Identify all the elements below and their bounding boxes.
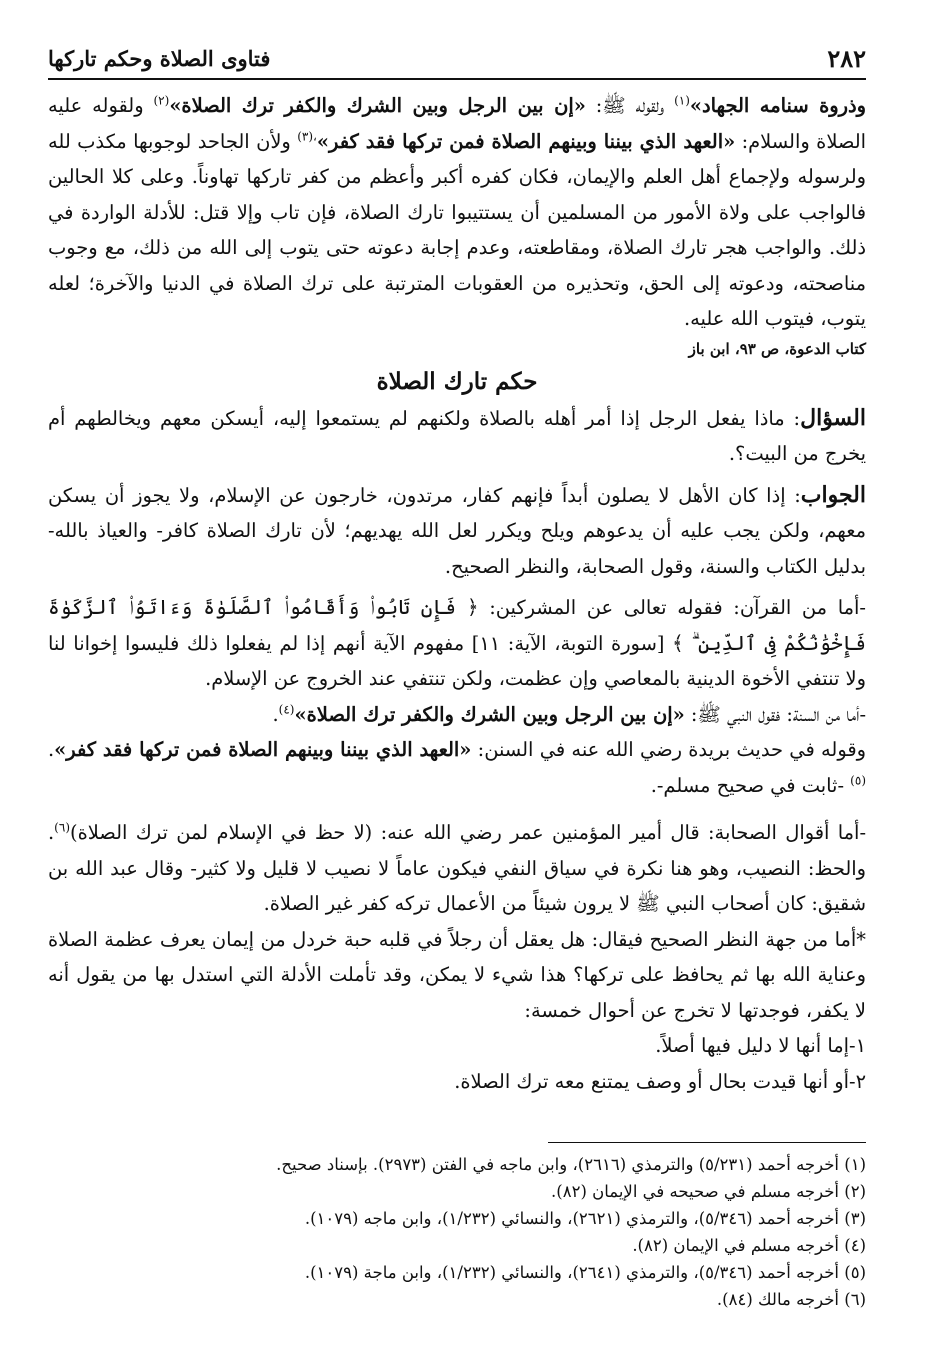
footnote-ref[interactable]: (١): [674, 93, 690, 108]
question-text: : ماذا يفعل الرجل إذا أمر أهله بالصلاة ولكنهم لم يستمعوا إليه، أيسكن معهم ويخالطهم أم يخرج من البيت؟.: [48, 406, 866, 465]
text: -ثابت في صحيح مسلم-.: [650, 773, 851, 797]
answer-label: الجواب: [800, 481, 866, 508]
footnote: (٢) أخرجه مسلم في صحيحه في الإيمان (٨٢).: [551, 1182, 866, 1201]
text: مفهوم الآية أنهم إذا لم يفعلوا ذلك فليسوا إخوانا لنا ولا تنتفي الأخوة الدينية بالمعاصي وإن عظمت، ولكن تنتفي عند الخروج عن الإسلام.: [48, 631, 866, 690]
text: .: [272, 702, 279, 726]
page-number: ٢٨٢: [827, 43, 866, 73]
text: ولقوله عليه الصلاة والسلام:: [48, 94, 866, 153]
footnote: (٥) أخرجه أحمد (٥/٣٤٦)، والترمذي (٢٦٤١)، والنسائي (١/٢٣٢)، وابن ماجة (١٠٧٩).: [304, 1263, 866, 1282]
text: -أما من القرآن: فقوله تعالى عن المشركين:: [478, 596, 866, 619]
footnotes: [48, 1142, 866, 1313]
text: *أما من جهة النظر الصحيح فيقال: هل يعقل أن رجلاً في قلبه حبة خردل من إيمان يعرف عظمة الصلاة وعناية الله بها ثم يحافظ على تركها؟ هذا شيء لا يمكن، وقد تأملت الأدلة التي استدل بها من يقول أنه لا يكفر، فوجدتها لا تخرج عن أحوال خمسة:: [48, 927, 866, 1022]
running-title: فتاوى الصلاة وحكم تاركها: [48, 45, 271, 71]
text: ولأن الجاحد لوجوبها مكذب لله ولرسوله ولإجماع أهل العلم والإيمان، فكان كفره أكبر وأعظم من كفر تاركها تهاوناً. وعلى كلا الحالين فالواجب على ولاة الأمور من المسلمين أن يستتيبوا تارك الصلاة، فإن تاب وإلا قتل: للأدلة الواردة في ذلك. والواجب هجر تارك الصلاة، ومقاطعته، وعدم إجابة دعوته حتى يتوب إلى الله من ذلك، مع وجوب مناصحته، ودعوته إلى الحق، وتحذيره من العقوبات المترتبة على ترك الصلاة في الدنيا والآخرة؛ لعله يتوب، فيتوب الله عليه.: [48, 129, 866, 330]
hadith-quote: «العهد الذي بيننا وبينهم الصلاة فمن تركها فقد كفر»: [54, 738, 472, 761]
book-page: [48, 38, 866, 1099]
list-item: [48, 1028, 866, 1064]
list-item: [48, 1064, 866, 1100]
text: ١-إما أنها لا دليل فيها أصلاً.: [655, 1034, 866, 1057]
footnote: (٣) أخرجه أحمد (٥/٣٤٦)، والترمذي (٢٦٢١)، والنسائي (١/٢٣٢)، وابن ماجه (١٠٧٩).: [304, 1209, 866, 1228]
footnote: (٦) أخرجه مالك (٨٤).: [716, 1290, 866, 1309]
buraidah-paragraph: [48, 732, 866, 803]
text: . والحظ: النصيب، وهو هنا نكرة في سياق النفي فيكون عاماً لا نصيب لا قليل ولا كثير- وقال عبد الله بن شقيق: كان أصحاب النبي ﷺ لا يرون شيئاً من الأعمال تركه كفر غير الصلاة.: [48, 821, 866, 915]
footnote-ref[interactable]: ،(٣): [297, 129, 317, 144]
reasoning-paragraph: [48, 922, 866, 1029]
footnote-ref[interactable]: (٥): [850, 773, 866, 788]
header-divider: [48, 78, 866, 80]
footnote-ref[interactable]: (٤): [278, 702, 295, 717]
footnote: (٤) أخرجه مسلم في الإيمان (٨٢).: [632, 1236, 866, 1255]
source-note: كتاب الدعوة، ص ٩٣، ابن باز: [688, 339, 866, 358]
answer-paragraph: [48, 478, 866, 585]
question-paragraph: [48, 401, 866, 472]
hadith-quote: «إن بين الرجل وبين الشرك والكفر ترك الصلاة»: [169, 94, 586, 117]
quran-paragraph: [48, 590, 866, 697]
text: -أما من السنة: فقول النبي ﷺ:: [684, 702, 866, 726]
footnote-divider: [548, 1142, 866, 1143]
verse-citation: [سورة التوبة، الآية: ١١]: [471, 631, 673, 655]
text: .: [48, 738, 55, 761]
text: ٢-أو أنها قيدت بحال أو وصف يمتنع معه ترك الصلاة.: [454, 1069, 866, 1093]
text: -أما أقوال الصحابة: قال أمير المؤمنين عمر رضي الله عنه: (لا حظ في الإسلام لمن ترك الصلاة): [70, 821, 866, 844]
text: وقوله في حديث بريدة رضي الله عنه في السنن:: [471, 738, 866, 761]
section-title: حكم تارك الصلاة: [376, 367, 538, 395]
continuation-paragraph: [48, 88, 866, 337]
sunnah-paragraph: [48, 697, 866, 733]
footnote-ref[interactable]: (٦): [54, 820, 70, 835]
footnote-ref[interactable]: (٢): [153, 93, 170, 108]
answer-text: : إذا كان الأهل لا يصلون أبداً فإنهم كفار، مرتدون، خارجون عن الإسلام، ولا يجوز أن يسكن معهم، ولكن يجب عليه أن يدعوهم ويلح ويكرر لعل الله يهديهم؛ لأن تارك الصلاة كافر- والعياذ بالله- بدليل الكتاب والسنة، وقول الصحابة، والنظر الصحيح.: [48, 483, 866, 578]
page-header: [48, 38, 866, 78]
hadith-quote: «إن بين الرجل وبين الشرك والكفر ترك الصلاة»: [294, 702, 685, 726]
spacer: [48, 803, 866, 815]
question-label: السؤال: [800, 404, 866, 431]
hadith-quote: «العهد الذي بيننا وبينهم الصلاة فمن تركها فقد كفر»: [316, 129, 736, 153]
text-bold: وذروة سنامه الجهاد»: [689, 94, 866, 117]
footnote: (١) أخرجه أحمد (٥/٢٣١) والترمذي (٢٦١٦)، وابن ماجه في الفتن (٢٩٧٣). بإسناد صحيح.: [276, 1155, 866, 1174]
text: ولقوله ﷺ:: [585, 94, 675, 117]
sahaba-paragraph: [48, 815, 866, 922]
quran-verse: ﴿ فَإِن تَابُوا۟ وَأَقَامُوا۟ ٱلصَّلَوٰةَ وَءَاتَوُا۟ ٱلزَّكَوٰةَ فَإِخْوَٰنُكُمْ فِى ٱلدِّينِ ۗ ﴾: [48, 595, 866, 655]
